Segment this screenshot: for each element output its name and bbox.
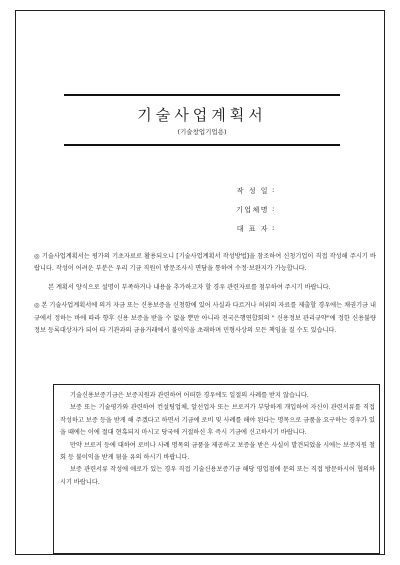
applicant-info xyxy=(213,186,353,243)
document-subtitle: (기술창업기업용) xyxy=(177,128,227,136)
notice-paragraph: 본 계획서 양식으로 설명이 부족하거나 내용을 추가하고자 할 경우 관련자료를 첨부하여 주시기 바랍니다. xyxy=(48,283,331,291)
box-paragraph: 보증 관련서류 작성에 애로가 있는 경우 직접 기술신용보증기금 해당 영업점에 문의 또는 직접 방문하시어 협의하시기 바랍니다. xyxy=(60,466,375,486)
company-separator: : xyxy=(272,205,275,213)
ceo-label: 대 표 자 xyxy=(236,225,269,233)
date-separator: : xyxy=(272,186,275,194)
anti-broker-notice-box xyxy=(53,384,380,554)
field-row-ceo xyxy=(213,224,353,243)
field-row-company xyxy=(213,205,353,224)
date-label: 작 성 일 xyxy=(236,187,269,195)
notice-paragraph: ◎ 기술사업계획서는 평가의 기초자료로 활용되오니 [기술사업계획서 작성방법]을 참조하여 신청기업이 직접 작성해 주시기 바랍니다. 작성이 어려운 부분은 우리 기금 직원이 방문조사시 면담을 통하여 수정·보완지가 가능합니다. xyxy=(34,253,376,273)
notice-paragraph: ◎ 본 기술사업계획서에 의거 자금 또는 신용보증을 신청함에 있어 사실과 다르거나 허위의 자료를 제출할 경우에는 채권기금 내규에서 정하는 바에 따라 향후 신용 보증을 받을 수 없을 뿐만 아니라 전국은행연합회의 " 신용정보 관리규약"에 정한 신용불량정보 등록대상자가 되어 타 기관과의 금융거래에서 불이익을 초래하며 민형사상의 모든 책임을 질 수도 있습니다. xyxy=(34,302,376,335)
document-page xyxy=(15,10,385,555)
box-paragraph: 만약 브로커 등에 대하여 로비나 사례 명목의 금품을 제공하고 보증을 받은 사실이 발견되었을 시에는 보증지원 철회 등 불이익을 받게 됨을 유의 하시기 바랍니다. xyxy=(60,441,375,462)
box-paragraph: 보증 또는 기술평가와 관련하여 컨설팅업체, 알선업자 또는 브로커가 부당하게 개입하여 자신이 관련서류를 직접 작성하고 보증 등을 받게 해 주겠다고 하면서 기금에 로비 및 사례를 해야 된다는 명목으로 금품을 요구하는 경우가 있을 때에는 이에 절대 현혹되지 마시고 당국에 거절하신 후 즉시 기금에 신고하시기 바랍니다. xyxy=(60,404,375,437)
box-paragraph: 기술신용보증기금은 보증지원과 관련하여 어떠한 경우에도 일절의 사례를 받지 않습니다. xyxy=(70,392,309,399)
notice-section xyxy=(34,251,376,343)
company-label: 기업체명 xyxy=(235,206,269,214)
field-row-date xyxy=(213,186,353,205)
document-title: 기술사업계획서 xyxy=(137,106,267,124)
title-block xyxy=(64,94,340,146)
ceo-separator: : xyxy=(272,224,275,232)
